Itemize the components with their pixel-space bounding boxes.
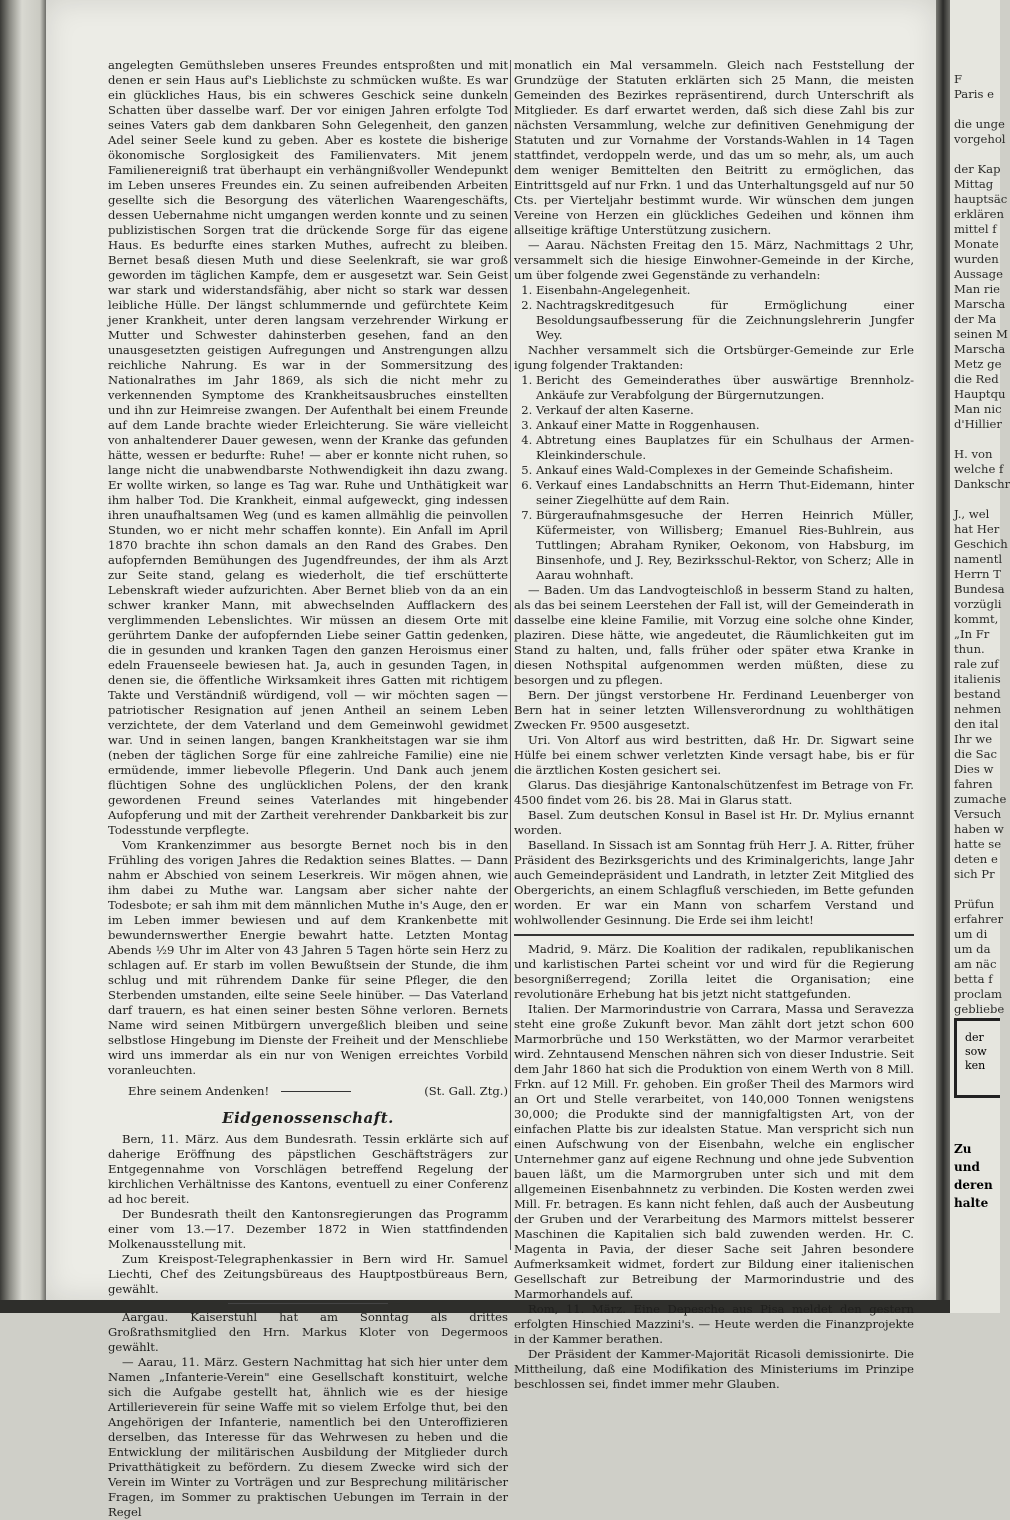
fragment-line: betta f — [954, 972, 993, 986]
next-page-edge — [950, 0, 1010, 1313]
list-item: 1. Bericht des Gemeinderathes über auswärtige Brennholz-Ankäufe zur Verabfolgung der Bürgernutzungen. — [536, 373, 914, 403]
fragment-line: Bundesa — [954, 582, 1005, 596]
news-paragraph: Rom, 11. März. Eine Depesche aus Pisa meldet den gestern erfolgten Hinschied Mazzini's. — Heute werden die Finanzprojekte in der Kammer berathen. — [514, 1302, 914, 1346]
fragment-line: gebliebe — [954, 1002, 1005, 1016]
fragment-line: Monate — [954, 237, 999, 251]
agenda-list — [514, 373, 914, 583]
fragment-line: italienis — [954, 672, 1001, 686]
fragment-line: zumache — [954, 792, 1007, 806]
fragment-line: hat Her — [954, 522, 1000, 536]
fragment-line: „In Fr — [954, 627, 990, 641]
section-rule — [514, 934, 914, 936]
obituary-paragraph: Vom Krankenzimmer aus besorgte Bernet noch bis in den Frühling des vorigen Jahres die Redaktion seines Blattes. — Dann nahm er Abschied von seinem Leserkreis. Wir mögen ahnen, wie ihm dabei zu Muthe war. Langsam aber sicher nahte der Todesbote; er sah ihm mit dem männlichen Muthe in's Auge, den er im Leben immer bewiesen und auf dem Krankenbette mit bewundernswerther Energie bewahrt hatte. Letzten Montag Abends ½9 Uhr im Alter von 43 Jahren 5 Tagen hörte sein Herz zu schlagen auf. Er starb im vollen Bewußtsein der Stunde, die ihm schlug und mit rührendem Danke für seine Pfleger, die den Sterbenden umstanden, eilte seine Seele hinüber. — Das Vaterland darf trauern, es hat einen seiner besten Söhne verloren. Bernets Name wird seinen Mitbürgern unvergeßlich bleiben und seine selbstlose Hingebung im Dienste der Freiheit und der Menschliebe wird uns immerdar als ein nur von Wenigen erreichtes Vorbild voranleuchten. — [108, 838, 508, 1077]
fragment-line: Marscha — [954, 297, 1006, 311]
fragment-line: H. von — [954, 447, 993, 461]
fragment-line: erklären — [954, 207, 1004, 221]
list-item: 4. Abtretung eines Bauplatzes für ein Schulhaus der Armen-Kleinkinderschule. — [536, 433, 914, 463]
fragment-line: proclam — [954, 987, 1003, 1001]
news-paragraph: Uri. Von Altorf aus wird bestritten, daß Hr. Dr. Sigwart seine Hülfe bei einem schwer verletzten Kinde versagt habe, bis er für die ärztlichen Kosten gesichert sei. — [514, 733, 914, 777]
fragment-line: hauptsäc — [954, 192, 1008, 206]
list-item: 7. Bürgeraufnahmsgesuche der Herren Heinrich Müller, Küfermeister, von Willisberg; Emanuel Ries-Buhlrein, aus Tuttlingen; Abraham Ryniker, Oekonom, von Habsburg, im Binsenhofe, und J. Rey, Bezirksschul-Rektor, von Scherz; Alle in Aarau wohnhaft. — [536, 508, 914, 583]
fragment-line: und — [954, 1160, 980, 1174]
fragment-line: hatte se — [954, 837, 1002, 851]
fragment-line: bestand — [954, 687, 1001, 701]
fragment-line: Paris e — [954, 87, 994, 101]
fragment-line: sow — [965, 1045, 987, 1058]
news-paragraph: Der Bundesrath theilt den Kantonsregierungen das Programm einer vom 13.—17. Dezember 1872 in Wien stattfindenden Molkenausstellung mit. — [108, 1207, 508, 1251]
fragment-line: Dankschr — [954, 477, 1010, 491]
next-page-boxed-notice — [954, 1018, 1000, 1098]
fragment-line: Man nic — [954, 402, 1002, 416]
fragment-line: der Ma — [954, 312, 997, 326]
fragment-line — [954, 147, 1010, 162]
fragment-line: sich Pr — [954, 867, 995, 881]
news-paragraph: Madrid, 9. März. Die Koalition der radikalen, republikanischen und karlistischen Partei scheint vor und wird für die Regierung besorgnißerregend; Zorilla leitet die Organisation; eine revolutionäre Erhebung hat bis jetzt nicht stattgefunden. — [514, 942, 914, 1001]
column-rule — [510, 60, 511, 1250]
section-heading: Eidgenossenschaft. — [222, 1109, 394, 1127]
fragment-line: rale zuf — [954, 657, 999, 671]
list-item: 2. Nachtragskreditgesuch für Ermöglichung einer Besoldungsaufbesserung für die Zeichnungslehrerin Jungfer Wey. — [536, 298, 914, 343]
fragment-line: Metz ge — [954, 357, 1002, 371]
fragment-line: um da — [954, 942, 991, 956]
fragment-line: die unge — [954, 117, 1005, 131]
section-rule — [228, 1303, 388, 1304]
news-paragraph: Der Präsident der Kammer-Majorität Ricasoli demissionirte. Die Mittheilung, daß eine Modifikation des Ministeriums im Prinzipe beschlossen sei, findet immer mehr Glauben. — [514, 1347, 914, 1391]
fragment-line: seinen M — [954, 327, 1008, 341]
news-paragraph: — Aarau, 11. März. Gestern Nachmittag hat sich hier unter dem Namen „Infanterie-Verein" eine Gesellschaft konstituirt, welche sich die Aufgabe gestellt hat, ähnlich wie es der hiesige Artillerieverein für seine Waffe mit so vielem Erfolge thut, bei den Angehörigen der Infanterie, namentlich bei den Unteroffizieren derselben, das Interesse für das Wehrwesen zu heben und die Entwicklung der militärischen Ausbildung der Mitglieder durch Privatthätigkeit zu befördern. Zu diesem Zwecke wird sich der Verein im Winter zu Vorträgen und zur Besprechung militärischer Fragen, im Sommer zu praktischen Uebungen im Terrain in der Regel — [108, 1355, 508, 1519]
obituary-paragraph: angelegten Gemüthsleben unseres Freundes entsproßten und mit denen er sein Haus auf's Lieblichste zu schmücken wußte. Es war ein glückliches Haus, bis ein schweres Geschick seine dunkeln Schatten über dasselbe warf. Der vor einigen Jahren erfolgte Tod seines Vaters gab dem dankbaren Sohn Gelegenheit, den ganzen Adel seiner Seele kund zu geben. Aber es kostete die bisherige ökonomische Sorglosigkeit des Familienvaters. Mit jenem Familienereigniß trat überhaupt ein verhängnißvoller Wendepunkt im Leben unseres Freundes ein. Zu seinen aufreibenden Arbeiten gesellte sich die Besorgung des väterlichen Waarengeschäfts, dessen Uebernahme nicht umgangen werden konnte und zu seinen publizistischen Sorgen trat die drückende Sorge für das eigene Haus. Es bedurfte eines starken Muthes, aufrecht zu bleiben. Bernet besaß diesen Muth und diese Seelenkraft, sie war groß geworden im täglichen Kampfe, dem er ausgesetzt war. Sein Geist war stark und widerstandsfähig, aber nicht so stark war dessen leibliche Hülle. Der längst schlummernde und gefürchtete Keim jener Krankheit, unter deren langsam verzehrender Wirkung er Mutter und Schwester dahinsterben gesehen, fand an den unausgesetzten geistigen Aufregungen und Anstrengungen allzu reichliche Nahrung. Es war in der Sommersitzung des Nationalrathes im Jahr 1869, als sich die nicht mehr zu verkennenden Symptome des Krankheitsausbruches einstellten und ihn zur Heimreise zwangen. Der Aufenthalt bei einem Freunde auf dem Lande brachte wieder Erleichterung. Sie wäre vielleicht von anhaltenderer Dauer gewesen, wenn der Kranke das gefunden hätte, wessen er bedurfte: Ruhe! — aber er konnte nicht ruhen, so lange nicht die unabwendbarste Nothwendigkeit ihn dazu zwang. Er wollte wirken, so lange es Tag war. Ruhe und Unthätigkeit war ihm halber Tod. Die Krankheit, einmal aufgeweckt, ging indessen ihren unaufhaltsamen Weg (und es kamen allmählig die peinvollen Stunden, wo er nicht mehr schaffen konnte). Ein Anfall im April 1870 brachte ihn schon damals an den Rand des Grabes. Den aufopfernden Bemühungen des Jugendfreundes, der ihm als Arzt zur Seite stand, gelang es wiederholt, die tief erschütterte Lebenskraft wieder aufzurichten. Aber Bernet blieb von da an ein schwer kranker Mann, mit abwechselnden Aufflackern des verglimmenden Lebenslichtes. Wir müssen an diesem Orte mit gerührtem Danke der aufopfernden Liebe seiner Gattin gedenken, die in gesunden und kranken Tagen den ganzen Heroismus einer edeln Frauenseele bewiesen hat. Ja, auch in gesunden Tagen, in denen sie, die öffentliche Wirksamkeit ihres Gatten mit richtigem Takte und Verständniß würdigend, voll — wir möchten sagen — patriotischer Resignation auf jenen Antheil an seinem Leben verzichtete, der dem Vaterland und dem Gemeinwohl gewidmet war. Und in seinen langen, bangen Krankheitstagen war sie ihm (neben der täglichen Sorge für eine zahlreiche Familie) eine nie ermüdende, immer liebevolle Pflegerin. Und Dank auch jenem flüchtigen Sohne des unglücklichen Polens, der den krank gewordenen Freund seines Vaterlandes mit hingebender Aufopferung und mit der Zartheit verehrender Dankbarkeit bis zur Todesstunde verpflegte. — [108, 58, 508, 837]
list-item: 1. Eisenbahn-Angelegenheit. — [536, 283, 914, 298]
binding-gutter — [936, 0, 950, 1313]
fragment-line: thun. — [954, 642, 985, 656]
agenda-list — [514, 283, 914, 343]
fragment-line: Herrn T — [954, 567, 1001, 581]
news-paragraph: — Aarau. Nächsten Freitag den 15. März, Nachmittags 2 Uhr, versammelt sich die hiesige Einwohner-Gemeinde in der Kirche, um über folgende zwei Gegenstände zu verhandeln: — [514, 238, 914, 282]
list-item: 3. Ankauf einer Matte in Roggenhausen. — [536, 418, 914, 433]
fragment-line: die Sac — [954, 747, 998, 761]
fragment-line: Ihr we — [954, 732, 993, 746]
fragment-line — [954, 102, 1010, 117]
fragment-line: Mittag — [954, 177, 994, 191]
fragment-line: den ital — [954, 717, 999, 731]
signoff-text: Ehre seinem Andenken! — [128, 1084, 270, 1098]
obituary-signoff — [108, 1084, 508, 1099]
news-paragraph: Italien. Der Marmorindustrie von Carrara, Massa und Seravezza steht eine große Zukunft bevor. Man zählt dort jetzt schon 600 Marmorbrüche und 150 Werkstätten, wo der Marmor verarbeitet wird. Zehntausend Menschen nähren sich von dieser Industrie. Seit dem Jahr 1860 hat sich die Produktion von einem Werth von 8 Mill. Frkn. auf 12 Mill. Fr. gehoben. Ein großer Theil des Marmors wird an Ort und Stelle verarbeitet, von 140,000 Tonnen wenigstens 30,000; die Produkte sind der mannigfaltigsten Art, von der einfachen Platte bis zur idealsten Statue. Man verspricht sich nun einen Aufschwung von der Eisenbahn, welche ein englischer Unternehmer ganz auf eigene Rechnung und ohne jede Subvention bauen läßt, um die Marmorgruben unter sich und mit dem allgemeinen Eisenbahnnetz zu verbinden. Die Kosten werden zwei Mill. Fr. betragen. Es kann nicht fehlen, daß auch der Ausbeutung der Gruben und der Verarbeitung des Marmors mittelst besserer Maschinen die Kapitalien sich bald zuwenden werden. Hr. C. Magenta in Pavia, der dieser Sache seit Jahren besondere Aufmerksamkeit widmet, fordert zur Bildung einer italienischen Gesellschaft zur Betreibung der Marmorindustrie und des Marmorhandels auf. — [514, 1002, 914, 1301]
fragment-line: die Red — [954, 372, 999, 386]
fragment-line: Marscha — [954, 342, 1006, 356]
fragment-line: um di — [954, 927, 988, 941]
fragment-line: halte — [954, 1196, 989, 1210]
news-paragraph: Aargau. Kaiserstuhl hat am Sonntag als drittes Großrathsmitglied den Hrn. Markus Kloter von Degermoos gewählt. — [108, 1310, 508, 1354]
fragment-line: F — [954, 72, 963, 86]
fragment-line — [954, 492, 1010, 507]
fragment-line: wurden — [954, 252, 999, 266]
fragment-line: Prüfun — [954, 897, 995, 911]
fragment-line: Zu — [954, 1142, 972, 1156]
fragment-line: J., wel — [954, 507, 990, 521]
fragment-line: mittel f — [954, 222, 997, 236]
fragment-line: nehmen — [954, 702, 1002, 716]
previous-page-edge — [0, 0, 46, 1313]
fragment-line: Dies w — [954, 762, 994, 776]
fragment-line — [954, 432, 1010, 447]
fragment-line: ken — [965, 1059, 986, 1072]
fragment-line: Geschich — [954, 537, 1008, 551]
right-column — [514, 58, 914, 1392]
fragment-line: kommt, — [954, 612, 999, 626]
news-paragraph: Zum Kreispost-Telegraphenkassier in Bern wird Hr. Samuel Liechti, Chef des Zeitungsbüreaus des Hauptpostbüreaus Bern, gewählt. — [108, 1252, 508, 1296]
list-item: 5. Ankauf eines Wald-Complexes in der Gemeinde Schafisheim. — [536, 463, 914, 478]
source-credit: (St. Gall. Ztg.) — [424, 1084, 508, 1098]
fragment-line — [954, 882, 1010, 897]
news-paragraph: Bern, 11. März. Aus dem Bundesrath. Tessin erklärte sich auf daherige Eröffnung des päpstlichen Geschäftsträgers zur Entgegennahme von Vorschlägen betreffend Regelung der kirchlichen Verhältnisse des Kantons, eventuell zu einer Conferenz ad hoc bereit. — [108, 1132, 508, 1206]
fragment-line: d'Hillier — [954, 417, 1002, 431]
fragment-line: deren — [954, 1178, 993, 1192]
news-paragraph: Glarus. Das diesjährige Kantonalschützenfest im Betrage von Fr. 4500 findet vom 26. bis 28. Mai in Glarus statt. — [514, 778, 914, 807]
list-item: 2. Verkauf der alten Kaserne. — [536, 403, 914, 418]
fragment-line: haben w — [954, 822, 1004, 836]
fragment-line: Aussage — [954, 267, 1003, 281]
fragment-line: fahren — [954, 777, 993, 791]
news-paragraph: Basel. Zum deutschen Konsul in Basel ist Hr. Dr. Mylius ernannt worden. — [514, 808, 914, 837]
next-page-text-fragments — [954, 72, 1010, 1017]
news-paragraph: Bern. Der jüngst verstorbene Hr. Ferdinand Leuenberger von Bern hat in seiner letzten Willensverordnung zu wohlthätigen Zwecken Fr. 9500 ausgesetzt. — [514, 688, 914, 732]
fragment-line: deten e — [954, 852, 998, 866]
fragment-line: der Kap — [954, 162, 1001, 176]
fragment-line: Versuch — [954, 807, 1002, 821]
news-paragraph: Nachher versammelt sich die Ortsbürger-Gemeinde zur Erle igung folgender Traktanden: — [514, 343, 914, 372]
news-paragraph: — Baden. Um das Landvogteischloß in besserm Stand zu halten, als das bei seinem Leerstehen der Fall ist, will der Gemeinderath in dasselbe eine kleine Familie, mit Vorzug eine solche ohne Kinder, plaziren. Diese hätte, wie angedeutet, die Räumlichkeiten gut im Stand zu halten, und, falls früher oder später etwa Kranke in diesen Nothspital aufgenommen werden müßten, diese zu besorgen und zu pflegen. — [514, 583, 914, 687]
fragment-line: namentl — [954, 552, 1003, 566]
news-paragraph: monatlich ein Mal versammeln. Gleich nach Feststellung der Grundzüge der Statuten erklärten sich 25 Mann, die meisten Gemeinden des Bezirkes repräsentirend, durch Unterschrift als Mitglieder. Es darf erwartet werden, daß sich diese Zahl bis zur nächsten Versammlung, welche zur definitiven Genehmigung der Statuten und zur Vornahme der Vorstands-Wahlen in 14 Tagen stattfindet, verdoppeln werde, und das um so mehr, als, um auch dem weniger Bemittelten den Beitritt zu ermöglichen, das Eintrittsgeld auf nur Frkn. 1 und das Unterhaltungsgeld auf nur 50 Cts. per Vierteljahr bestimmt wurde. Wir wünschen dem jungen Vereine von Herzen ein glückliches Gedeihen und können ihm allseitige kräftige Unterstützung zusichern. — [514, 58, 914, 237]
fragment-line: welche f — [954, 462, 1004, 476]
fragment-line: vorgehol — [954, 132, 1006, 146]
fragment-line: erfahrer — [954, 912, 1004, 926]
next-page-bottom-fragments — [954, 1140, 993, 1212]
left-column — [108, 58, 508, 1520]
fragment-line: Hauptqu — [954, 387, 1006, 401]
list-item: 6. Verkauf eines Landabschnitts an Herrn Thut-Eidemann, hinter seiner Ziegelhütte auf dem Rain. — [536, 478, 914, 508]
news-paragraph: Baselland. In Sissach ist am Sonntag früh Herr J. A. Ritter, früher Präsident des Bezirksgerichts und des Kriminalgerichts, lange Jahr auch Gemeindepräsident und Landrath, in letzter Zeit Mitglied des Obergerichts, an einem Schlagfluß verschieden, im Bette gefunden worden. Er war ein Mann von scharfem Verstand und wohlwollender Gesinnung. Die Erde sei ihm leicht! — [514, 838, 914, 927]
fragment-line: am näc — [954, 957, 997, 971]
fragment-line: Man rie — [954, 282, 1001, 296]
fragment-line: vorzügli — [954, 597, 1002, 611]
fragment-line: der — [965, 1031, 984, 1044]
